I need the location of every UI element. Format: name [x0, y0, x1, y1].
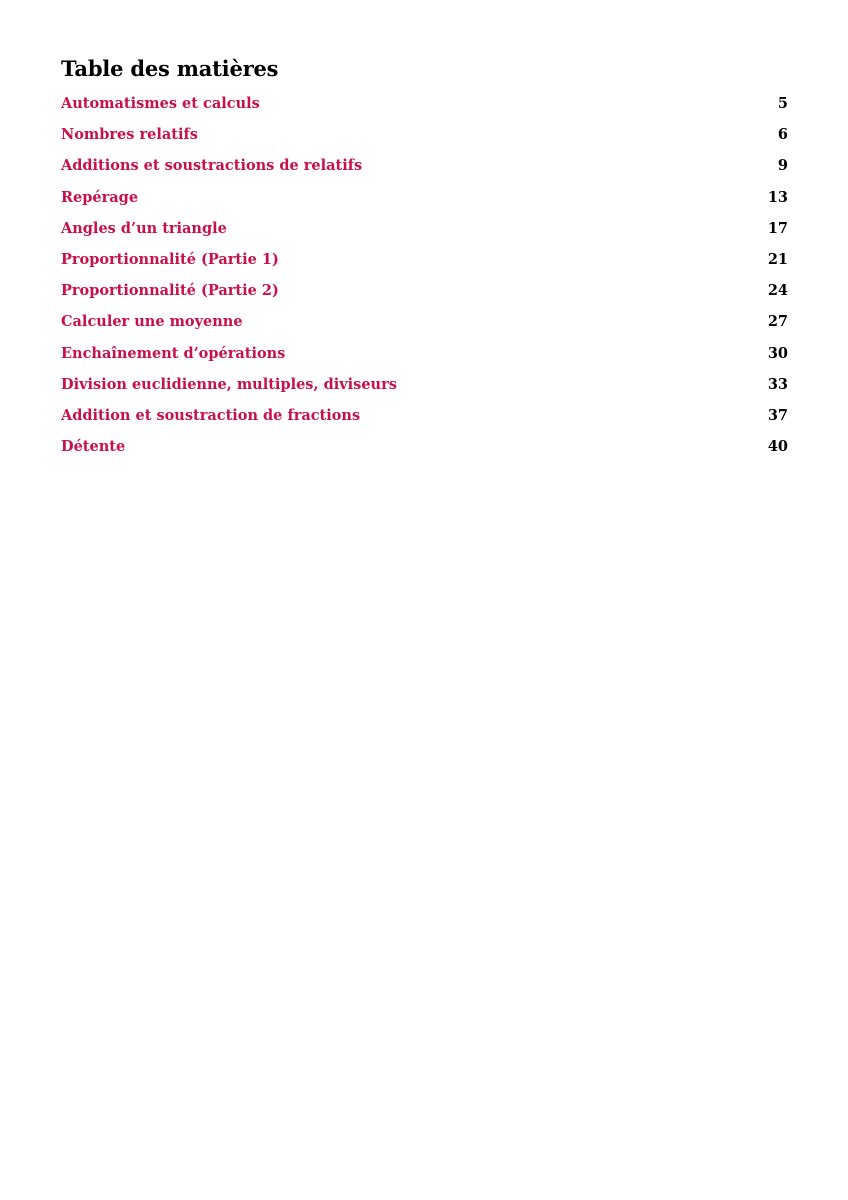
- toc-entry-label[interactable]: Enchaînement d’opérations: [61, 344, 286, 362]
- toc-entry-page-number: 33: [767, 375, 788, 393]
- toc-entry-automatismes[interactable]: [61, 88, 788, 119]
- toc-entry-additions-soustractions[interactable]: [61, 150, 788, 181]
- toc-entry-moyenne[interactable]: [61, 306, 788, 337]
- toc-entry-reperage[interactable]: [61, 182, 788, 213]
- toc-entry-proportionnalite-1[interactable]: [61, 244, 788, 275]
- toc-entry-label[interactable]: Addition et soustraction de fractions: [61, 406, 361, 424]
- toc-entry-page-number: 9: [777, 157, 788, 175]
- toc-entry-angles-triangle[interactable]: [61, 213, 788, 244]
- toc-entry-label[interactable]: Division euclidienne, multiples, diviseurs: [61, 375, 397, 393]
- toc-entry-division-euclidienne[interactable]: [61, 369, 788, 400]
- toc-entry-label[interactable]: Repérage: [61, 188, 139, 206]
- toc-entry-page-number: 17: [767, 219, 788, 237]
- toc-list: [61, 88, 788, 462]
- toc-entry-fractions[interactable]: [61, 400, 788, 431]
- toc-entry-label[interactable]: Angles d’un triangle: [61, 219, 227, 237]
- toc-entry-label[interactable]: Proportionnalité (Partie 1): [61, 250, 279, 268]
- toc-entry-label[interactable]: Proportionnalité (Partie 2): [61, 282, 279, 300]
- toc-entry-page-number: 5: [777, 95, 788, 112]
- document-page: [61, 54, 788, 462]
- toc-title: Table des matières: [61, 56, 279, 81]
- toc-entry-page-number: 6: [777, 126, 788, 144]
- toc-entry-proportionnalite-2[interactable]: [61, 275, 788, 306]
- toc-entry-page-number: 24: [767, 282, 788, 300]
- toc-entry-detente[interactable]: [61, 431, 788, 462]
- toc-entry-label[interactable]: Additions et soustractions de relatifs: [61, 157, 363, 175]
- toc-entry-label[interactable]: Nombres relatifs: [61, 126, 198, 144]
- toc-entry-label[interactable]: Détente: [61, 438, 126, 456]
- toc-entry-page-number: 37: [767, 406, 788, 424]
- toc-entry-page-number: 30: [767, 344, 788, 362]
- toc-entry-label[interactable]: Automatismes et calculs: [61, 95, 260, 112]
- toc-entry-nombres-relatifs[interactable]: [61, 119, 788, 150]
- toc-entry-page-number: 13: [767, 188, 788, 206]
- toc-entry-enchainement-operations[interactable]: [61, 338, 788, 369]
- toc-entry-label[interactable]: Calculer une moyenne: [61, 313, 243, 331]
- toc-entry-page-number: 21: [767, 250, 788, 268]
- toc-entry-page-number: 27: [767, 313, 788, 331]
- toc-entry-page-number: 40: [767, 438, 788, 456]
